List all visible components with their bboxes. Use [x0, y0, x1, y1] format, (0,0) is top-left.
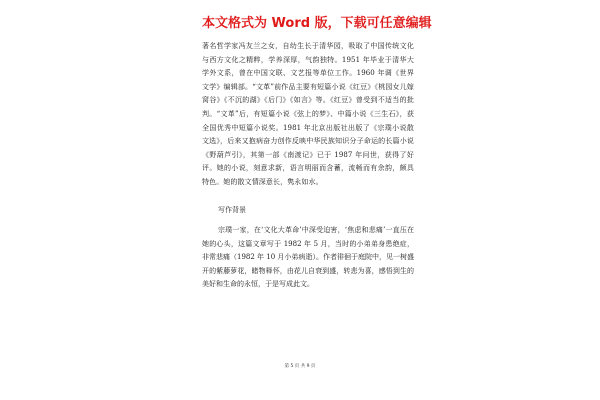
writing-background-heading: 写作背景 — [218, 206, 246, 214]
writing-background-paragraph: 宗璞一家，在‘文化大革命’中深受迫害，‘焦虑和悲痛’一直压在她的心头，这篇文章写于 1982 年 5 月，当时的小弟弟身患绝症，非常悲痛（1982 年 10 月小弟病逝）。作者徘徊于庭院中，见一树盛开的紫藤萝花，睹物释怀，由花儿自衰到盛，转悲为喜，感悟到生的美好和生命的永恒，于是写成此文。 — [202, 226, 414, 289]
page-number-footer: 第 5 页 共 9 页 — [284, 364, 316, 369]
word-format-banner: 本文格式为 Word 版，下载可任意编辑 — [202, 16, 432, 31]
author-bio-paragraph: 著名哲学家冯友兰之女，自幼生长于清华园，吸取了中国传统文化与西方文化之精粹，学养深厚，气韵独特。1951 年毕业于清华大学外文系，曾在中国文联、文艺报等单位工作。1960 年调《世界文学》编辑部。“文革”前作品主要有短篇小说《红豆》《桃园女儿嫁窝谷》《不沉的湖》《后门》《如言》等。《红豆》曾受到不适当的批判。“文革”后，有短篇小说《弦上的梦》、中篇小说《三生石》，获全国优秀中短篇小说奖。1981 年北京出版社出版了《宗璞小说散文选》，后来又抱病奋力创作反映中华民族知识分子命运的长篇小说《野葫芦引》，其第一部《南渡记》已于 1987 年问世，获得了好评。她的小说，刻意求新，语言明丽而含蓄，流畅而有余韵，颇具特色。她的散文情深意长，隽永如水。 — [202, 42, 414, 186]
author-bio-block — [202, 40, 414, 190]
